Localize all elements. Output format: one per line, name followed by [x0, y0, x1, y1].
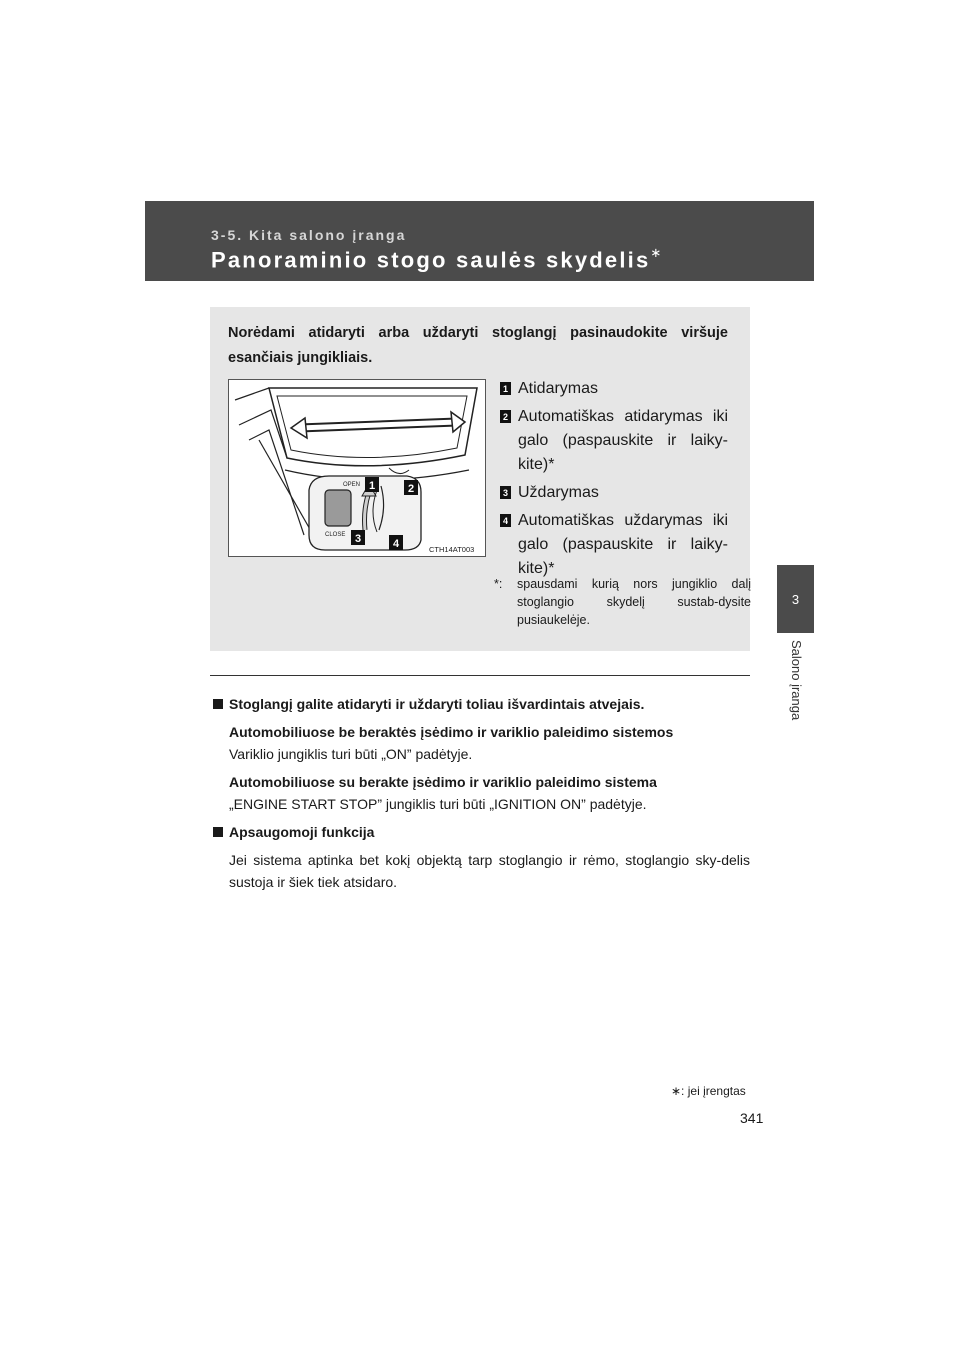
step-list: [500, 377, 728, 585]
list-item: [500, 509, 728, 581]
instruction-panel: [210, 307, 750, 651]
list-item: [500, 481, 728, 505]
page-title-text: Panoraminio stogo saulės skydelis: [211, 247, 651, 273]
chapter-tab: 3: [777, 565, 814, 633]
svg-text:2: 2: [408, 483, 415, 495]
footnote-mark: *:: [494, 577, 503, 591]
bullet-heading-text: Apsaugomoji funkcija: [229, 824, 375, 840]
step-text: Automatiškas uždarymas iki galo (paspauskite ir laiky-kite)*: [518, 512, 728, 577]
fitted-note: ∗: jei įrengtas: [671, 1084, 746, 1098]
step-number: 3: [500, 486, 511, 499]
step-text: Uždarymas: [518, 484, 599, 501]
step-text: Automatiškas atidarymas iki galo (paspauskite ir laiky-kite)*: [518, 408, 728, 473]
divider: [210, 675, 750, 676]
page-title: [211, 247, 664, 273]
svg-text:1: 1: [369, 480, 376, 492]
paragraph: Jei sistema aptinka bet kokį objektą tarp stoglangio ir rėmo, stoglangio sky-delis sustoja ir šiek tiek atsidaro.: [229, 852, 750, 890]
paragraph: Variklio jungiklis turi būti „ON” padėtyje.: [229, 746, 473, 762]
chapter-side-label: Salono įranga: [789, 640, 804, 721]
step-number: 4: [500, 514, 511, 527]
bullet-heading: [213, 693, 750, 715]
paragraph: „ENGINE START STOP” jungiklis turi būti „IGNITION ON” padėtyje.: [229, 796, 647, 812]
notes-section: [213, 693, 750, 893]
title-asterisk: ∗: [650, 245, 664, 260]
close-label: CLOSE: [325, 532, 346, 538]
chapter-header: [145, 201, 814, 281]
open-label: OPEN: [343, 482, 361, 488]
panel-footnote: [494, 575, 751, 629]
bullet-heading: [213, 821, 750, 843]
section-label: 3-5. Kita salono įranga: [211, 227, 407, 243]
list-item: [500, 405, 728, 477]
footnote-text: spausdami kurią nors jungiklio dalį stoglangio skydelį sustab-dysite pusiaukelėje.: [517, 577, 751, 627]
subheading: Automobiliuose su berakte įsėdimo ir variklio paleidimo sistema: [229, 774, 657, 790]
svg-text:4: 4: [393, 538, 400, 550]
bullet-heading-text: Stoglangį galite atidaryti ir uždaryti toliau išvardintais atvejais.: [229, 696, 645, 712]
square-bullet-icon: [213, 827, 223, 837]
page-number: 341: [740, 1110, 764, 1126]
roof-switch-drawing: [229, 380, 485, 556]
intro-text: Norėdami atidaryti arba uždaryti stoglangį pasinaudokite viršuje esančiais jungikliais.: [228, 325, 728, 366]
step-text: Atidarymas: [518, 380, 599, 397]
step-number: 2: [500, 410, 511, 423]
square-bullet-icon: [213, 699, 223, 709]
list-item: [500, 377, 728, 401]
svg-text:3: 3: [355, 533, 362, 545]
subheading: Automobiliuose be beraktės įsėdimo ir variklio paleidimo sistemos: [229, 724, 674, 740]
figure-code: CTH14AT003: [429, 545, 475, 554]
step-number: 1: [500, 382, 511, 395]
sunshade-illustration: [228, 379, 486, 557]
